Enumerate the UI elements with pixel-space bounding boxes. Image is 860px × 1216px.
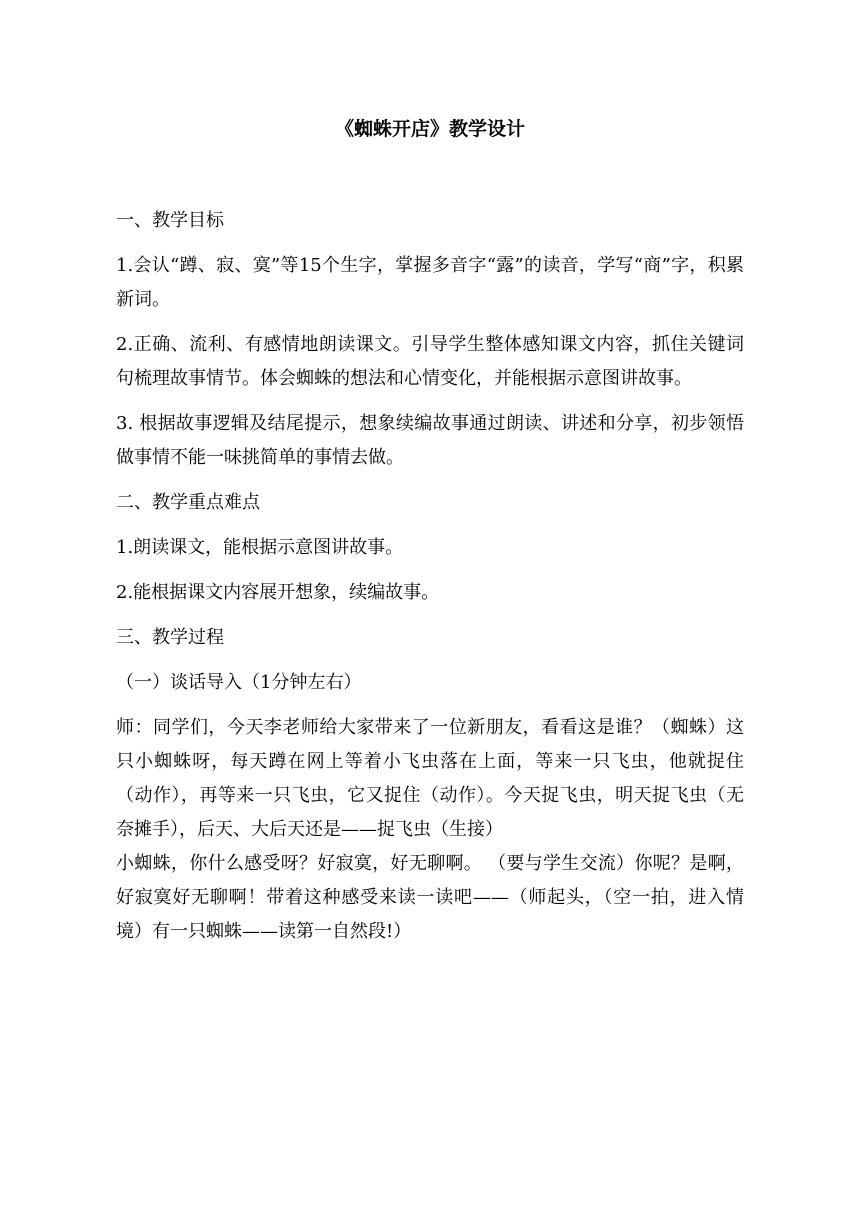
document-body [116,204,744,960]
section-heading-key-points: 二、教学重点难点 [116,492,260,513]
process-subheading-1: （一）谈话导入（1分钟左右） [116,672,362,693]
objective-3: 3. 根据故事逻辑及结尾提示，想象续编故事通过朗读、讲述和分享，初步领悟做事情不能一味挑简单的事情去做。 [116,413,744,468]
objective-1: 1.会认“蹲、寂、寞”等15个生字，掌握多音字“露”的读音，学写“商”字，积累新词。 [116,255,744,310]
key-point-1: 1.朗读课文，能根据示意图讲故事。 [116,537,404,558]
key-point-2: 2.能根据课文内容展开想象，续编故事。 [116,582,440,603]
document-title: 《蜘蛛开店》教学设计 [334,118,525,140]
section-heading-objectives: 一、教学目标 [116,210,224,231]
process-paragraph-1: 师：同学们，今天李老师给大家带来了一位新朋友，看看这是谁？（蜘蛛）这只小蜘蛛呀，每天蹲在网上等着小飞虫落在上面，等来一只飞虫，他就捉住（动作），再等来一只飞虫，它又捉住（动作）。今天捉飞虫，明天捉飞虫（无奈摊手），后天、大后天还是——捉飞虫（生接） [116,717,744,840]
objective-2: 2.正确、流利、有感情地朗读课文。引导学生整体感知课文内容，抓住关键词句梳理故事情节。体会蜘蛛的想法和心情变化，并能根据示意图讲故事。 [116,334,744,389]
process-paragraph-2: 小蜘蛛，你什么感受呀？好寂寞，好无聊啊。 （要与学生交流）你呢？是啊，好寂寞好无聊啊！带着这种感受来读一读吧——（师起头，（空一拍，进入情境）有一只蜘蛛——读第一自然段!） [116,853,744,942]
section-heading-process: 三、教学过程 [116,627,224,648]
